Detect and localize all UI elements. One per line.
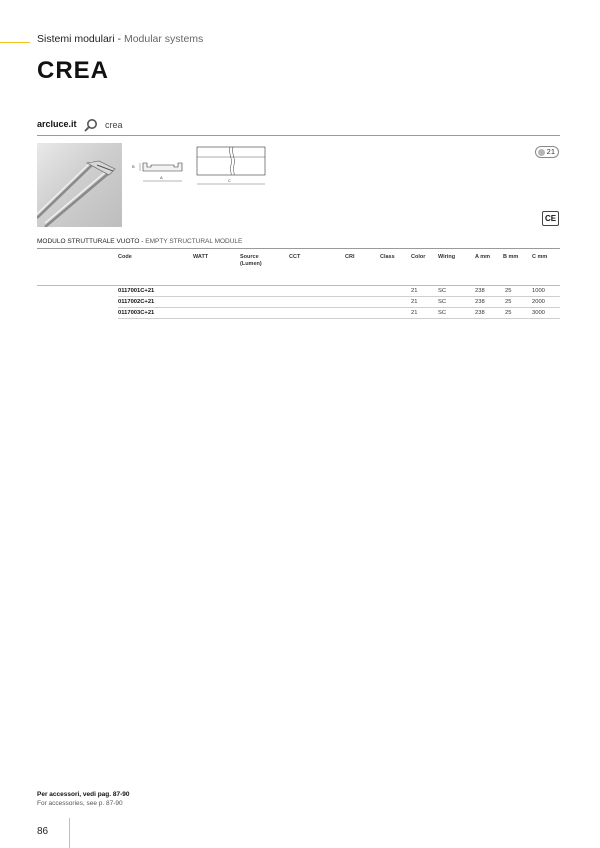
column-header-source-line2: (Lumen) [240,261,262,267]
subtitle-english: Modular systems [123,33,204,45]
website-search-row [37,118,560,136]
cell-color: 21 [411,288,418,294]
column-header-class: Class [380,254,395,260]
cell-wiring: SC [438,288,447,294]
section-title-english: EMPTY STRUCTURAL MODULE [145,238,243,245]
column-header-code: Code [118,254,132,260]
cell-b: 25 [505,299,512,305]
cell-a: 238 [475,288,485,294]
footnote-english: For accessories, see p. 87-90 [37,800,123,807]
column-header-color: Color [411,254,426,260]
column-header-b: B mm [503,254,519,260]
website-link[interactable]: arcluce.it [37,119,77,129]
table-row [118,297,560,308]
technical-drawing [130,143,275,191]
section-subtitle [37,33,203,45]
column-header-source [240,254,262,268]
cell-a: 238 [475,310,485,316]
cell-code: 0117003C+21 [118,310,155,316]
page-number-accent-line [69,818,70,848]
cell-wiring: SC [438,299,447,305]
column-header-cri: CRI [345,254,355,260]
column-header-c: C mm [532,254,548,260]
cell-a: 238 [475,299,485,305]
cell-color: 21 [411,299,418,305]
ce-mark-badge: CE [542,211,559,226]
cell-color: 21 [411,310,418,316]
cell-code: 0117002C+21 [118,299,155,305]
column-header-wiring: Wiring [438,254,456,260]
cell-c: 3000 [532,310,545,316]
column-header-a: A mm [475,254,491,260]
cell-wiring: SC [438,310,447,316]
svg-text:C: C [228,178,231,183]
column-header-source-line1: Source [240,254,259,260]
subtitle-separator: - [114,33,124,45]
subtitle-italian: Sistemi modulari [37,33,115,45]
table-row [118,286,560,297]
column-header-watt: WATT [193,254,209,260]
search-term: crea [105,120,123,130]
search-icon [84,118,98,132]
cell-b: 25 [505,288,512,294]
section-title-separator: - [139,238,146,245]
accessories-footnote [37,790,130,808]
header-accent-line [0,42,30,43]
ip-rating-badge [535,146,559,158]
table-section-title [37,238,560,249]
table-row [118,308,560,319]
cell-code: 0117001C+21 [118,288,155,294]
svg-text:B: B [132,164,135,169]
ip-rating-dot-icon [538,149,545,156]
product-photo [37,143,122,227]
page-title: CREA [37,57,110,84]
footnote-italian: Per accessori, vedi pag. 87-90 [37,791,130,798]
cell-c: 2000 [532,299,545,305]
cell-b: 25 [505,310,512,316]
section-title-italian: MODULO STRUTTURALE VUOTO [37,238,140,245]
page-number: 86 [37,826,49,837]
cell-c: 1000 [532,288,545,294]
column-header-cct: CCT [289,254,301,260]
ip-rating-value: 21 [546,147,555,156]
svg-text:A: A [160,175,163,180]
